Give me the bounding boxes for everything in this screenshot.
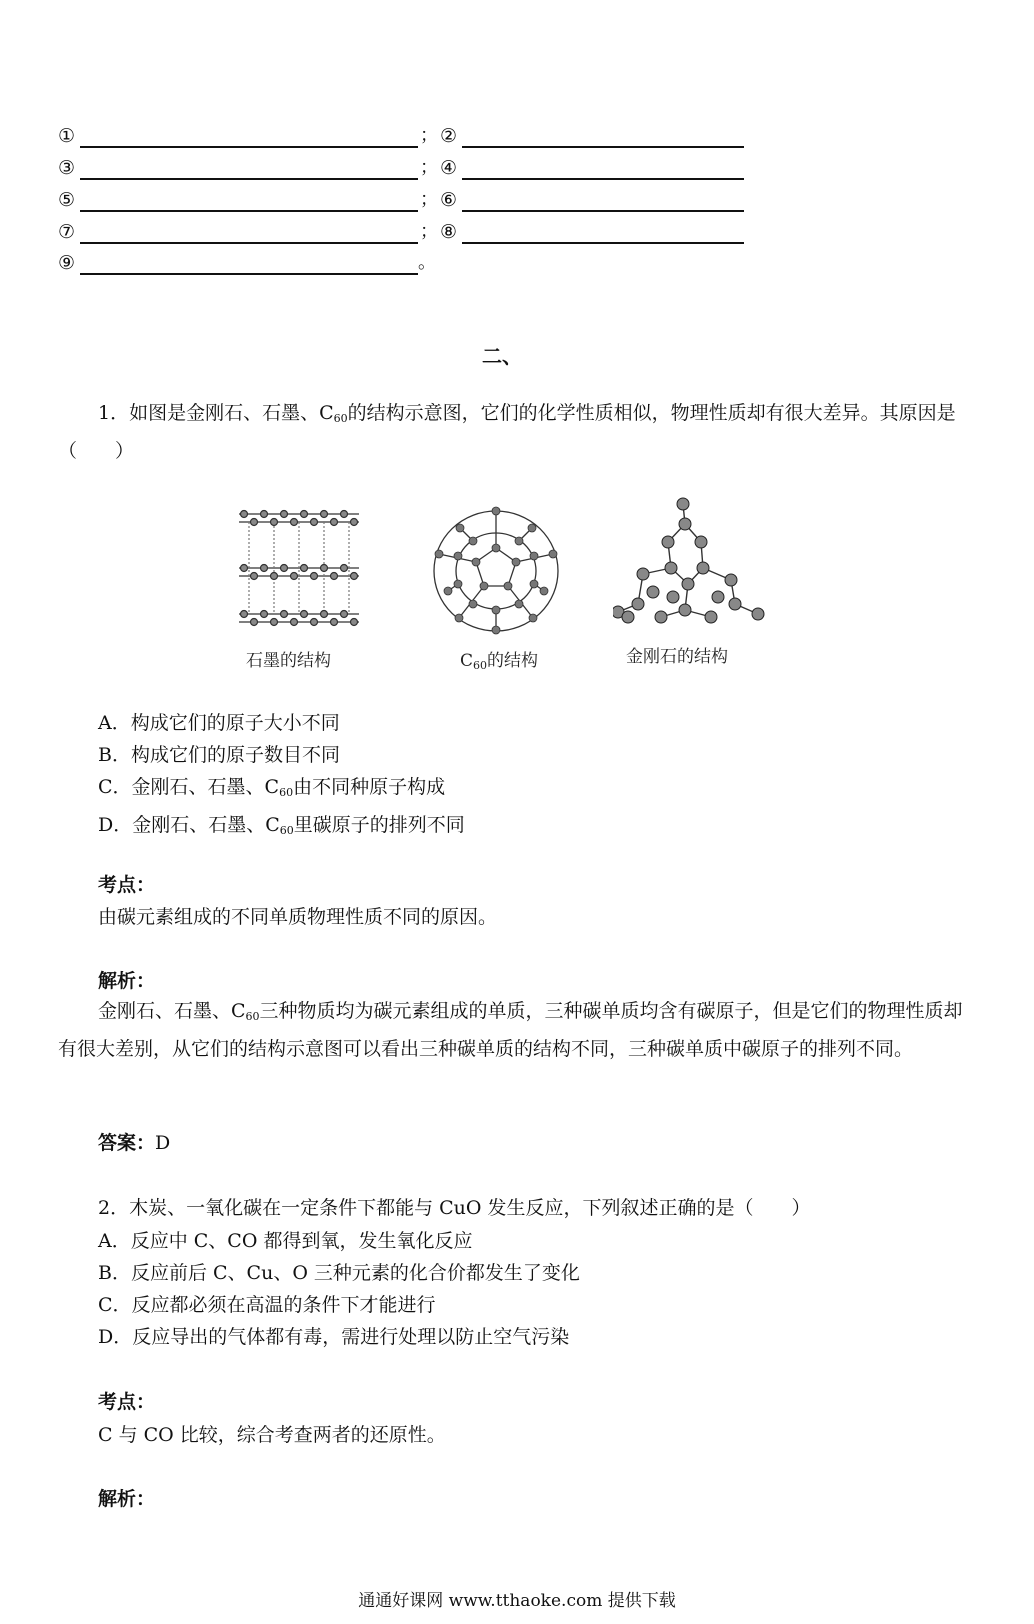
option-a: A．反应中 C、CO 都得到氧，发生氧化反应 [98,1230,473,1252]
diamond-caption: 金刚石的结构 [626,647,728,667]
blank-number: ② [440,125,458,147]
answer-label: 答案： [98,1132,156,1154]
blank-number: ⑤ [58,189,76,211]
subscript: 60 [279,786,294,799]
option-b: B．反应前后 C、Cu、O 三种元素的化合价都发生了变化 [98,1262,580,1284]
blank-line[interactable] [80,192,418,212]
subscript: 60 [245,1010,260,1023]
q2-kaodian-text: C 与 CO 比较，综合考查两者的还原性。 [98,1424,446,1446]
option-b: B．构成它们的原子数目不同 [98,744,340,766]
blank-number: ⑦ [58,221,76,243]
blank-number: ④ [440,157,458,179]
q1-stem [58,397,978,468]
page-footer: 通通好课网 www.tthaoke.com 提供下载 [358,1591,676,1611]
blank-number: ⑥ [440,189,458,211]
separator: ； [420,157,438,178]
blank-line[interactable] [462,160,744,180]
blank-row-5 [58,251,440,275]
blank-number: ③ [58,157,76,179]
blank-row-3 [58,188,744,212]
blank-line[interactable] [80,160,418,180]
q1-jiexi-label: 解析： [98,970,156,992]
answer-value: D [155,1132,171,1154]
option-d: D．反应导出的气体都有毒，需进行处理以防止空气污染 [98,1326,570,1348]
blank-line[interactable] [80,128,418,148]
q2-options [98,1225,580,1353]
blank-line[interactable] [80,255,418,275]
c60-structure-image [428,506,564,636]
q1-jiexi-text [58,995,978,1066]
q2-kaodian-label: 考点： [98,1391,156,1413]
option-c [98,771,465,809]
blank-number: ⑨ [58,252,76,274]
blank-row-1 [58,124,744,148]
q1-kaodian-label: 考点： [98,874,156,896]
q1-answer [98,1128,170,1155]
q1-kaodian-text: 由碳元素组成的不同单质物理性质不同的原因。 [98,906,498,928]
blank-number: ① [58,125,76,147]
graphite-structure-image [234,502,364,637]
blank-row-4 [58,220,744,244]
q2-jiexi-label: 解析： [98,1488,156,1510]
option-d-text: D．金刚石、石墨、C [98,814,280,836]
blank-line[interactable] [462,192,744,212]
option-c-text: 由不同种原子构成 [293,776,446,798]
q1-jiexi-body: 三种物质均为碳元素组成的单质，三种碳单质均含有碳原子，但是它们的物理性质却有很大差别，从它们的结构示意图可以看出三种碳单质的结构不同，三种碳单质中碳原子的排列不同。 [58,1000,963,1060]
blank-row-2 [58,156,744,180]
diamond-structure-image [613,492,773,637]
graphite-caption: 石墨的结构 [246,651,331,671]
period: 。 [418,252,436,273]
subscript: 60 [279,824,294,837]
blank-line[interactable] [462,224,744,244]
option-d [98,809,465,847]
blank-number: ⑧ [440,221,458,243]
blank-line[interactable] [80,224,418,244]
separator: ； [420,221,438,242]
separator: ； [420,125,438,146]
option-c-text: C．金刚石、石墨、C [98,776,280,798]
option-c: C．反应都必须在高温的条件下才能进行 [98,1294,436,1316]
option-a: A．构成它们的原子大小不同 [98,712,340,734]
c60-caption [460,646,538,672]
blank-line[interactable] [462,128,744,148]
q1-options [98,707,465,847]
q1-jiexi-body: 金刚石、石墨、C [98,1000,246,1022]
c60-caption-text: 的结构 [487,651,539,671]
carbon-structures-figure [228,492,788,682]
subscript: 60 [473,659,488,672]
c60-caption-text: C [460,651,474,671]
option-d-text: 里碳原子的排列不同 [293,814,465,836]
subscript: 60 [333,412,348,425]
q1-stem-text: 1．如图是金刚石、石墨、C [98,402,334,424]
section-title: 二、 [482,344,522,368]
q1-stem-text: 的结构示意图，它们的化学性质相似，物理性质却有很大差异。其原因是（ ） [58,402,956,462]
separator: ； [420,189,438,210]
q2-stem: 2．木炭、一氧化碳在一定条件下都能与 CuO 发生反应，下列叙述正确的是（ ） [98,1197,811,1219]
